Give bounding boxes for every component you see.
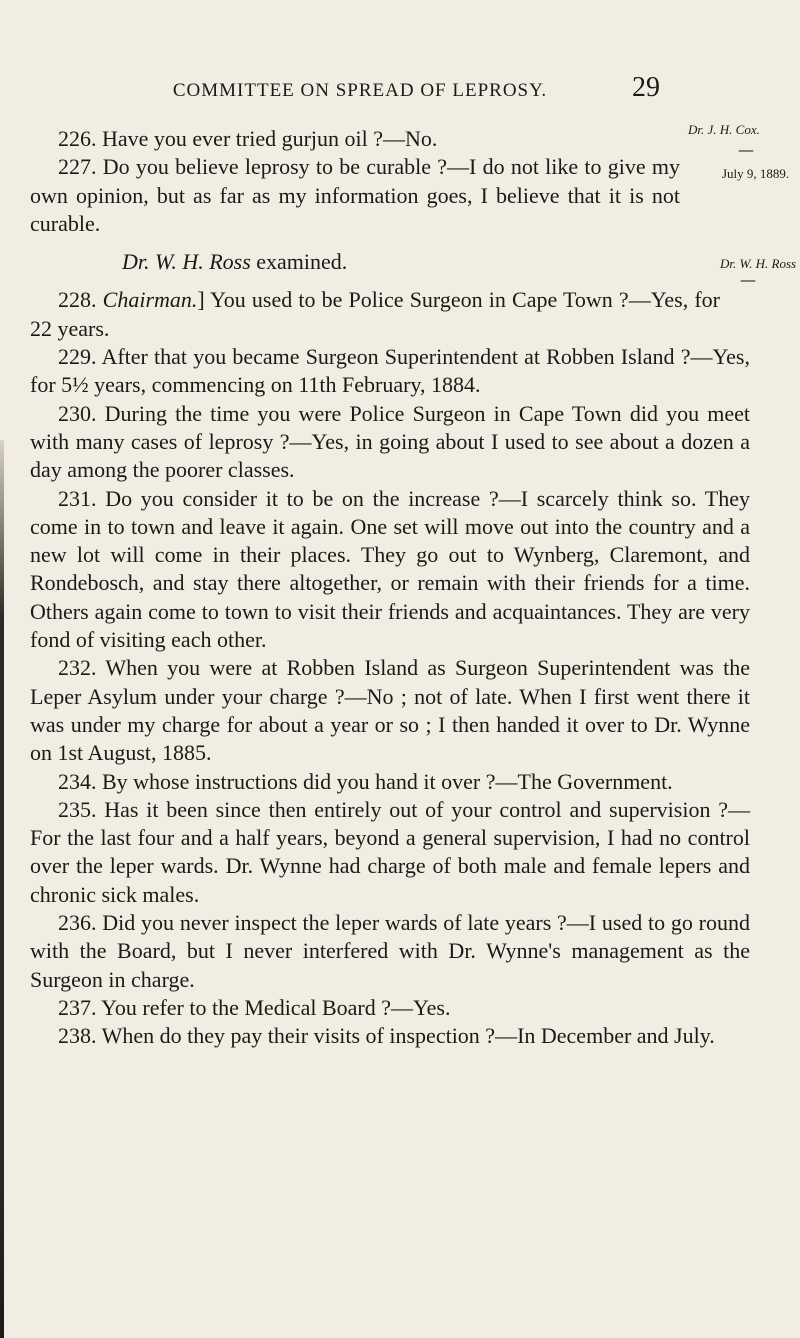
question-226: 226. Have you ever tried gurjun oil ?—No. xyxy=(58,126,438,151)
testimony-body xyxy=(30,125,750,1051)
question-231: 231. Do you consider it to be on the increase ?—I scarcely think so. They come in to town and leave it again. One set will move out into the country and a new lot will come in their places. They go out to Wynberg, Claremont, and Rondebosch, and stay there altogether, or remain with their friends for a time. Others again come to town to visit their friends and acquaintances. They are very fond of visiting each other. xyxy=(30,485,750,653)
question-236: 236. Did you never inspect the leper wards of late years ?—I used to go round with the Board, but I never interfered with Dr. Wynne's management as the Surgeon in charge. xyxy=(30,910,750,992)
question-232: 232. When you were at Robben Island as Surgeon Superintendent was the Leper Asylum under your charge ?—No ; not of late. When I first went there it was under my charge for about a year or so ; I then handed it over to Dr. Wynne on 1st August, 1885. xyxy=(30,655,750,766)
question-235: 235. Has it been since then entirely out of your control and supervision ?—For the last four and a half years, beyond a general supervision, I had no control over the leper wards. Dr. Wynne had charge of both male and female lepers and chronic sick males. xyxy=(30,796,750,907)
examined-heading xyxy=(30,248,750,276)
question-234: 234. By whose instructions did you hand it over ?—The Government. xyxy=(58,768,673,794)
examined-suffix: examined. xyxy=(250,249,348,275)
question-227: 227. Do you believe leprosy to be curable ?—I do not like to give my own opinion, but as far as my information goes, I believe that it is not curable. xyxy=(30,154,680,236)
margin-note-witness-cox: Dr. J. H. Cox. xyxy=(688,122,760,137)
question-228-text: ] You used to be Police Surgeon in Cape Town ?—Yes, for 22 years. xyxy=(30,287,721,341)
page-edge-shadow xyxy=(0,440,4,1338)
question-228-chairman: Chairman. xyxy=(102,287,198,313)
question-229: 229. After that you became Surgeon Superintendent at Robben Island ?—Yes, for 5½ years, commencing on 11th February, 1884. xyxy=(30,344,750,398)
margin-note-date: July 9, 1889. xyxy=(722,166,790,181)
examined-witness-name: Dr. W. H. Ross xyxy=(122,249,251,275)
question-228-number: 228. xyxy=(58,287,103,313)
running-head: COMMITTEE ON SPREAD OF LEPROSY. xyxy=(172,80,548,101)
margin-dash-2: — xyxy=(740,270,756,289)
question-237: 237. You refer to the Medical Board ?—Yes. xyxy=(58,994,451,1020)
question-238: 238. When do they pay their visits of inspection ?—In December and July. xyxy=(58,1023,715,1049)
margin-note-witness-ross: Dr. W. H. Ross xyxy=(720,256,797,271)
question-230: 230. During the time you were Police Surgeon in Cape Town did you meet with many cases of leprosy ?—Yes, in going about I used to see about a dozen a day among the poorer classes. xyxy=(30,400,750,483)
page-number: 29 xyxy=(632,72,660,103)
margin-dash-1: — xyxy=(738,140,754,159)
question-228 xyxy=(30,286,720,343)
